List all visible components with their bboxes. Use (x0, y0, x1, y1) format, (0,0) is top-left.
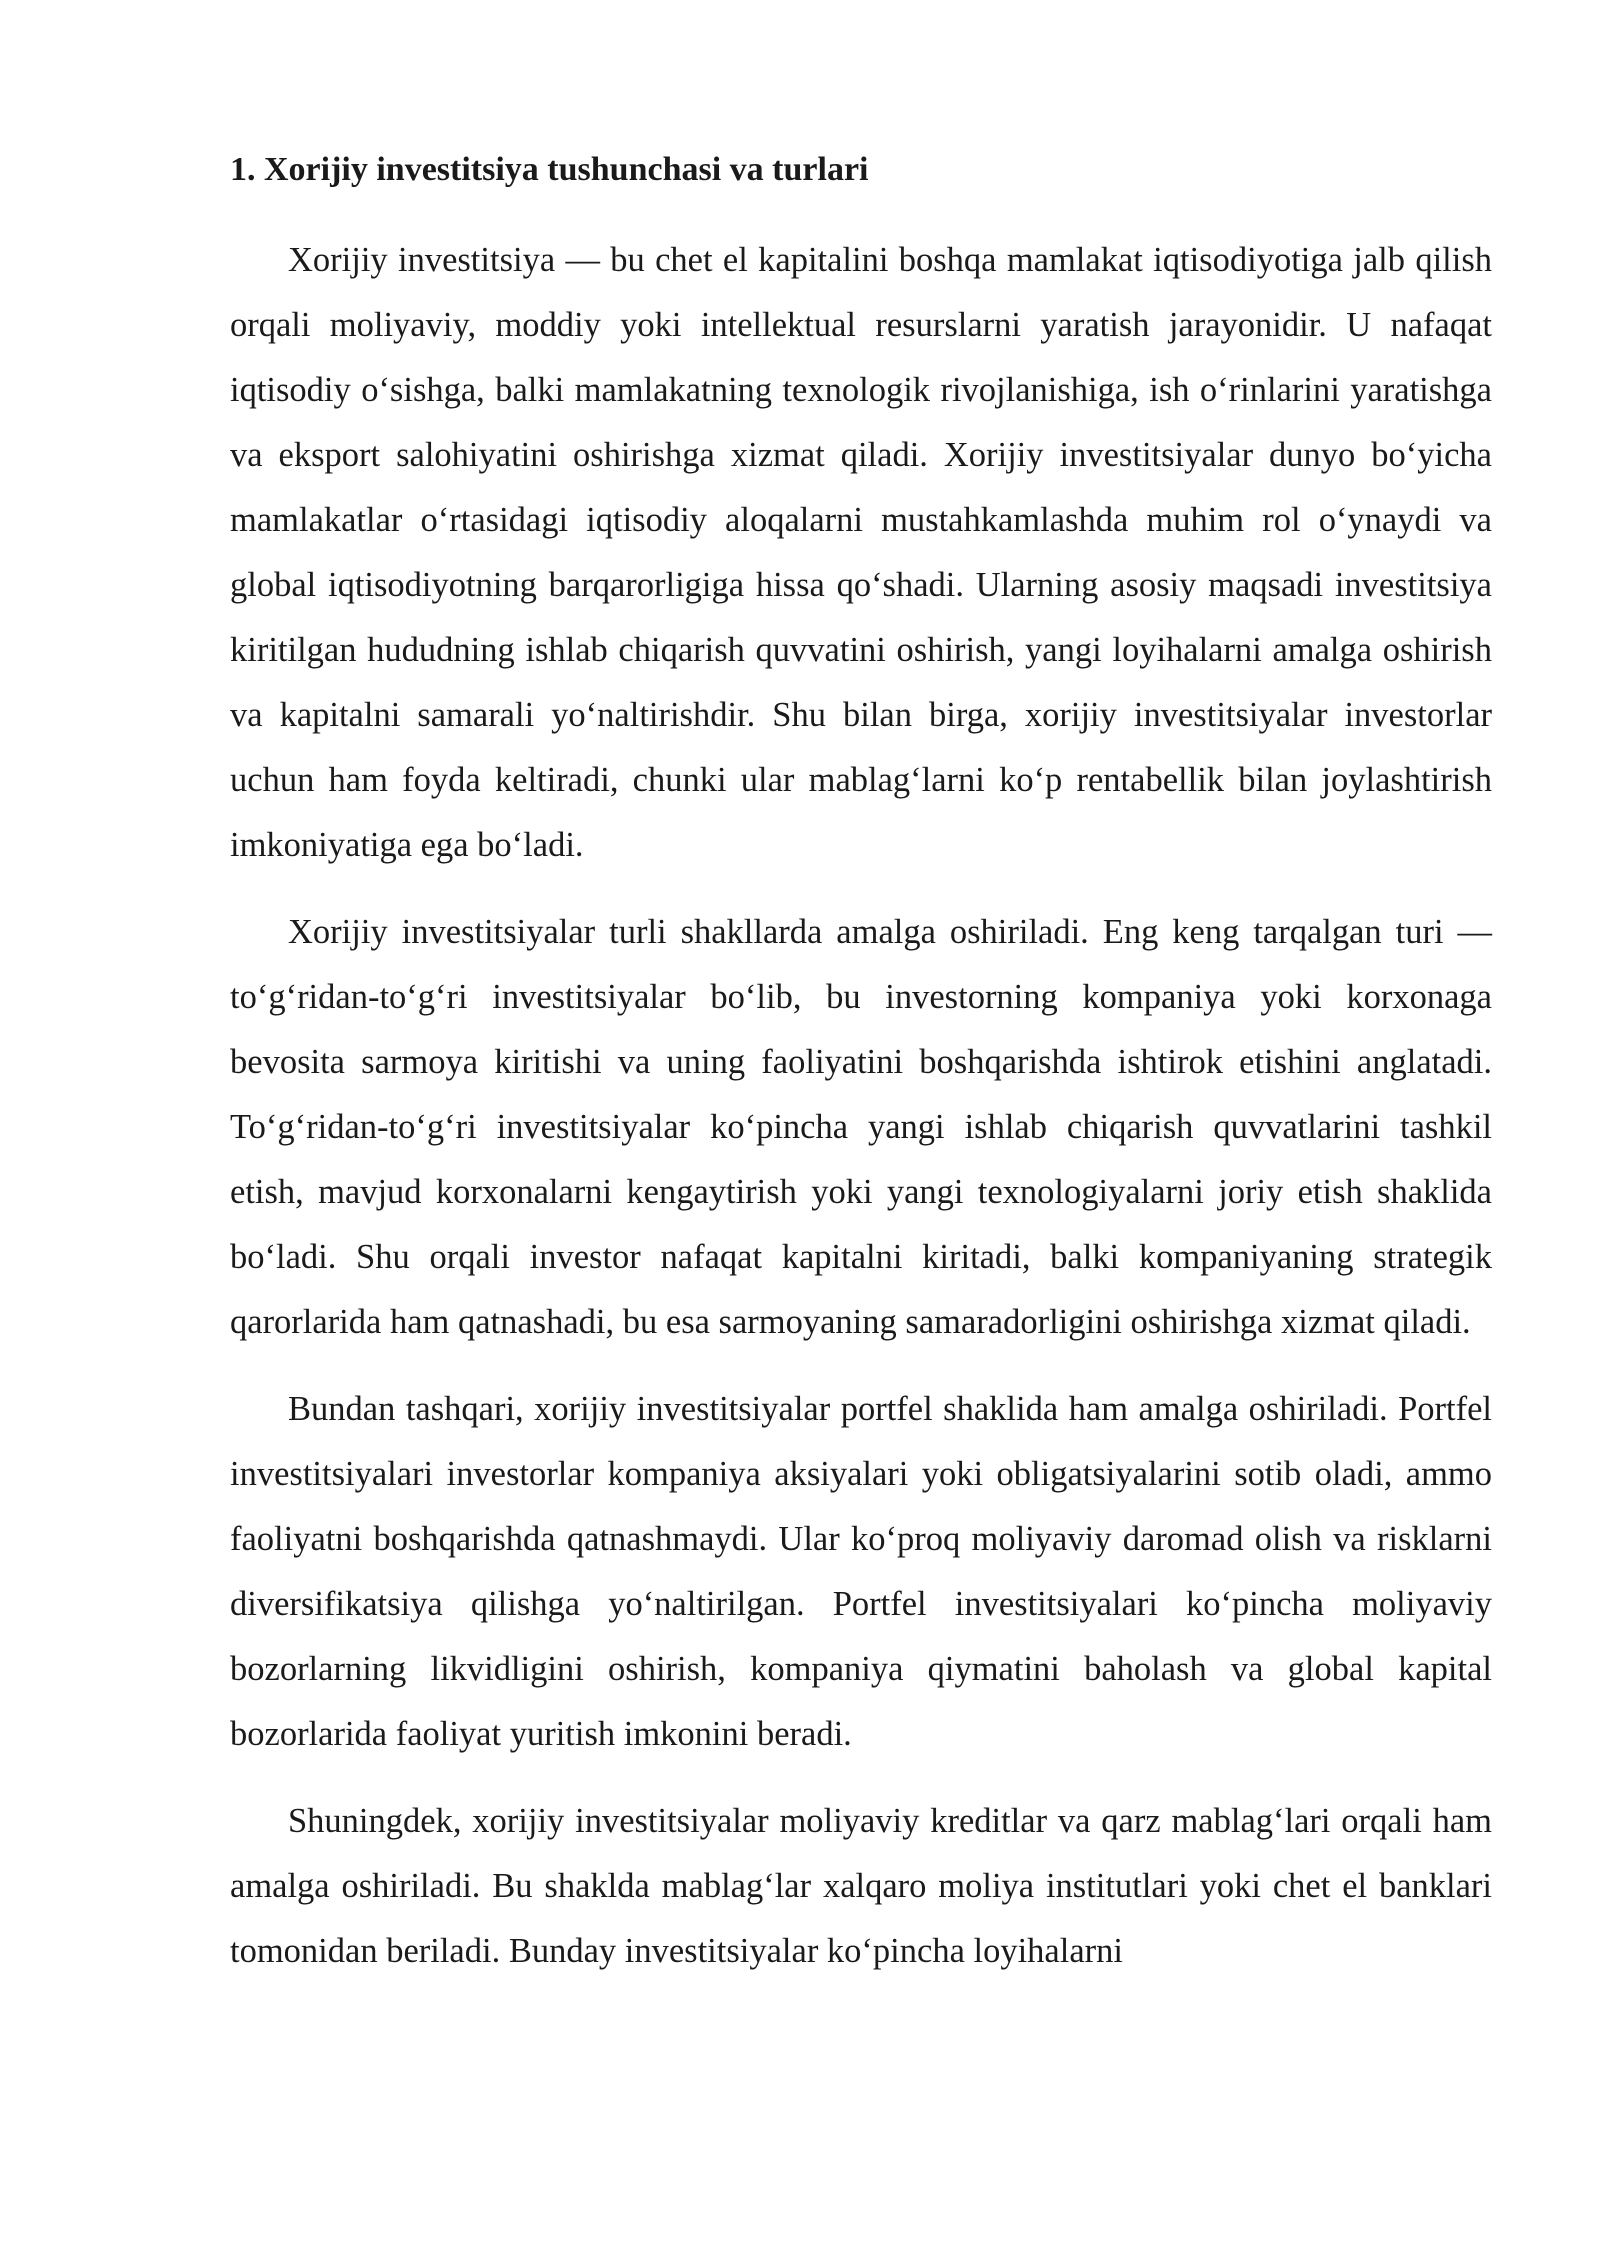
paragraph-2: Xorijiy investitsiyalar turli shakllarda amalga oshiriladi. Eng keng tarqalgan turi — to‘g‘ridan-to‘g‘ri investitsiyalar bo‘lib, bu investorning kompaniya yoki korxonaga bevosita sarmoya kiritishi va uning faoliyatini boshqarishda ishtirok etishini anglatadi. To‘g‘ridan-to‘g‘ri investitsiyalar ko‘pincha yangi ishlab chiqarish quvvatlarini tashkil etish, mavjud korxonalarni kengaytirish yoki yangi texnologiyalarni joriy etish shaklida bo‘ladi. Shu orqali investor nafaqat kapitalni kiritadi, balki kompaniyaning strategik qarorlarida ham qatnashadi, bu esa sarmoyaning samaradorligini oshirishga xizmat qiladi. (230, 913, 1492, 1341)
paragraph-3: Bundan tashqari, xorijiy investitsiyalar portfel shaklida ham amalga oshiriladi. Portfel investitsiyalari investorlar kompaniya aksiyalari yoki obligatsiyalarini sotib oladi, ammo faoliyatni boshqarishda qatnashmaydi. Ular ko‘proq moliyaviy daromad olish va risklarni diversifikatsiya qilishga yo‘naltirilgan. Portfel investitsiyalari ko‘pincha moliyaviy bozorlarning likvidligini oshirish, kompaniya qiymatini baholash va global kapital bozorlarida faoliyat yuritish imkonini beradi. (230, 1390, 1492, 1753)
paragraph-4: Shuningdek, xorijiy investitsiyalar moliyaviy kreditlar va qarz mablag‘lari orqali ham amalga oshiriladi. Bu shaklda mablag‘lar xalqaro moliya institutlari yoki chet el banklari tomonidan beriladi. Bunday investitsiyalar ko‘pincha loyihalarni (230, 1802, 1492, 1970)
section-heading: 1. Xorijiy investitsiya tushunchasi va turlari (230, 151, 869, 188)
paragraph-1: Xorijiy investitsiya — bu chet el kapitalini boshqa mamlakat iqtisodiyotiga jalb qilish orqali moliyaviy, moddiy yoki intellektual resurslarni yaratish jarayonidir. U nafaqat iqtisodiy o‘sishga, balki mamlakatning texnologik rivojlanishiga, ish o‘rinlarini yaratishga va eksport salohiyatini oshirishga xizmat qiladi. Xorijiy investitsiyalar dunyo bo‘yicha mamlakatlar o‘rtasidagi iqtisodiy aloqalarni mustahkamlashda muhim rol o‘ynaydi va global iqtisodiyotning barqarorligiga hissa qo‘shadi. Ularning asosiy maqsadi investitsiya kiritilgan hududning ishlab chiqarish quvvatini oshirish, yangi loyihalarni amalga oshirish va kapitalni samarali yo‘naltirishdir. Shu bilan birga, xorijiy investitsiyalar investorlar uchun ham foyda keltiradi, chunki ular mablag‘larni ko‘p rentabellik bilan joylashtirish imkoniyatiga ega bo‘ladi. (230, 241, 1492, 864)
document-page (230, 148, 1492, 2006)
